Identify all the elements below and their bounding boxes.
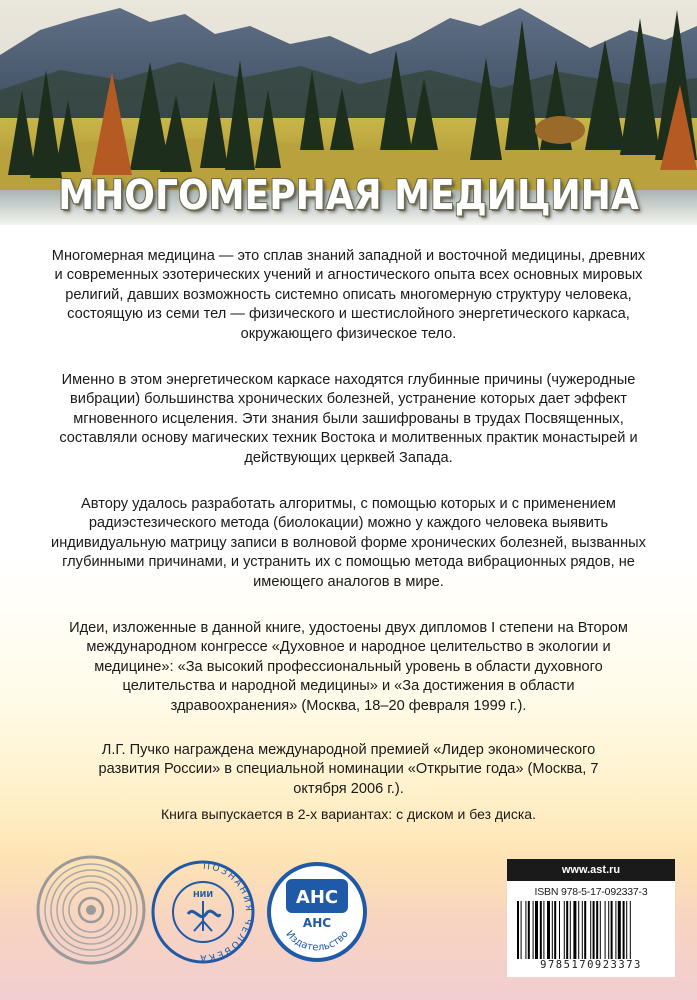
barcode-bars (515, 901, 667, 959)
paragraph-2 (40, 371, 657, 468)
paragraph-2-text: Именно в этом энергетическом каркасе находятся глубинные причины (чужеродные вибрации) большинства хронических болезней, устранение которых дает эффект мгновенного исцеления. Эти знания были зашифрованы в трудах Посвященных, составляли основу магических техник Востока и молитвенных практик монастырей и действующих церквей Запада. (59, 372, 638, 466)
ans-top-text: АНС (295, 887, 339, 908)
paragraph-4 (40, 619, 657, 716)
cover-title: МНОГОМЕРНАЯ МЕДИЦИНА (58, 171, 639, 219)
paragraph-6-text: Книга выпускается в 2-х вариантах: с диском и без диска. (161, 806, 536, 822)
ans-publisher-logo (266, 861, 368, 968)
cd-disc-icon (36, 855, 146, 970)
poznania-logo (150, 859, 256, 970)
publisher-site: www.ast.ru (507, 859, 675, 881)
paragraph-5 (40, 741, 657, 799)
isbn-text: ISBN 978-5-17-092337-3 (534, 886, 648, 898)
poznania-top-text: НИИ (192, 890, 214, 899)
ans-ring-text: Издательство (283, 928, 351, 954)
ans-mid-text: АНС (302, 916, 332, 930)
barcode-block (507, 859, 675, 977)
paragraph-5-text: Л.Г. Пучко награждена международной премией «Лидер экономического развития России» в специальной номинации «Открытие года» (Москва, 7 октября 2006 г.). (98, 742, 599, 797)
paragraph-3-text: Автору удалось разработать алгоритмы, с помощью которых и с применением радиэстезического метода (биолокации) можно у каждого человека выявить индивидуальную матрицу записи в волновой форме хронических болезней, вызванных глубинными причинами, и устранить их с помощью метода вибрационных рядов, не имеющего аналогов в мире. (51, 496, 646, 590)
poznania-ring-text: ПОЗНАНИЯ ЧЕЛОВЕКА (198, 861, 254, 963)
barcode-digits: 9785170923373 (540, 959, 642, 971)
paragraph-1 (40, 247, 657, 344)
paragraph-6 (40, 805, 657, 824)
paragraph-3 (40, 495, 657, 592)
paragraph-1-text: Многомерная медицина — это сплав знаний западной и восточной медицины, древних и современных эзотерических учений и агностического опыта всех основных мировых религий, давших возможность системно описать многомерную структуру человека, состоящую из семи тел — физического и шестислойного энергетического каркаса, окружающего физическое тело. (51, 248, 646, 342)
paragraph-4-text: Идеи, изложенные в данной книге, удостоены двух дипломов I степени на Втором международном конгрессе «Духовное и народное целительство в экологии и медицине»: «За высокий профессиональный уровень в области духовного целительства и народной медицины» и «За достижения в области здравоохранения» (Москва, 18–20 февраля 1999 г.). (69, 620, 628, 714)
